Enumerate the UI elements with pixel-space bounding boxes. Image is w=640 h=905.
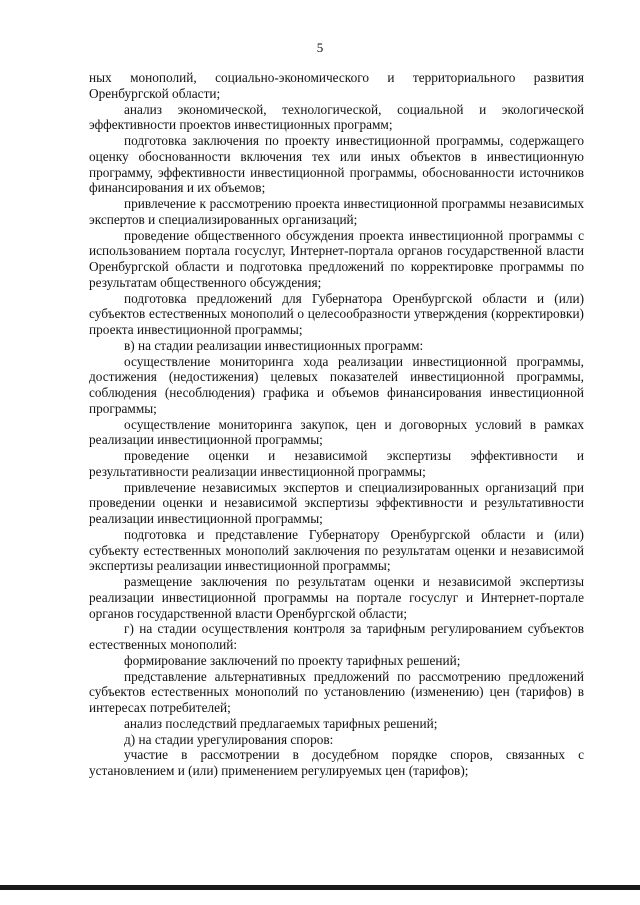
paragraph: проведение оценки и независимой экспертизы эффективности и результативности реализации инвестиционной программы; xyxy=(89,448,584,479)
paragraph: подготовка заключения по проекту инвестиционной программы, содержащего оценку обоснованности включения тех или иных объектов в инвестиционную программу, эффективности инвестиционной программы, обоснованности источников финансирования и их объемов; xyxy=(89,133,584,196)
paragraph: формирование заключений по проекту тарифных решений; xyxy=(124,652,461,668)
paragraph: привлечение к рассмотрению проекта инвестиционной программы независимых экспертов и специализированных организаций; xyxy=(89,196,584,227)
paragraph: осуществление мониторинга закупок, цен и договорных условий в рамках реализации инвестиционной программы; xyxy=(89,416,584,448)
paragraph: подготовка предложений для Губернатора Оренбургской области и (или) субъектов естественных монополий о целесообразности утверждения (корректировки) проекта инвестиционной программы; xyxy=(89,290,584,337)
document-body xyxy=(89,70,584,779)
paragraph: привлечение независимых экспертов и специализированных организаций при проведении оценки и независимой экспертизы эффективности и результативности реализации инвестиционной программы; xyxy=(89,479,584,526)
paragraph: д) на стадии урегулирования споров: xyxy=(124,731,334,747)
paragraph: г) на стадии осуществления контроля за тарифным регулированием субъектов естественных монополий: xyxy=(89,621,584,652)
paragraph: осуществление мониторинга хода реализации инвестиционной программы, достижения (недостижения) целевых показателей инвестиционной программы, соблюдения (несоблюдения) графика и объемов финансирования инвестиционной программы; xyxy=(89,353,584,416)
paragraph: размещение заключения по результатам оценки и независимой экспертизы реализации инвестиционной программы на портале госуслуг и Интернет-портале органов государственной власти Оренбургской области; xyxy=(89,574,584,621)
paragraph: представление альтернативных предложений по рассмотрению предложений субъектов естественных монополий по установлению (изменению) цен (тарифов) в интересах потребителей; xyxy=(89,668,584,715)
paragraph: анализ последствий предлагаемых тарифных решений; xyxy=(124,715,438,731)
paragraph: в) на стадии реализации инвестиционных программ: xyxy=(124,337,424,353)
paragraph: ных монополий, социально-экономического и территориального развития Оренбургской области; xyxy=(89,70,584,101)
paragraph: участие в рассмотрении в досудебном порядке споров, связанных с установлением и (или) применением регулируемых цен (тарифов); xyxy=(89,747,584,778)
paragraph: подготовка и представление Губернатору Оренбургской области и (или) субъекту естественных монополий заключения по результатам оценки и независимой экспертизы реализации инвестиционной программы; xyxy=(89,526,584,574)
paragraph: анализ экономической, технологической, социальной и экологической эффективности проектов инвестиционных программ; xyxy=(89,101,584,133)
paragraph: проведение общественного обсуждения проекта инвестиционной программы с использованием портала госуслуг, Интернет-портала органов государственной власти Оренбургской области и подготовка предложений по корректировке программы по результатам общественного обсуждения; xyxy=(89,227,584,290)
page-number: 5 xyxy=(316,40,324,55)
bottom-scan-edge xyxy=(0,885,640,890)
